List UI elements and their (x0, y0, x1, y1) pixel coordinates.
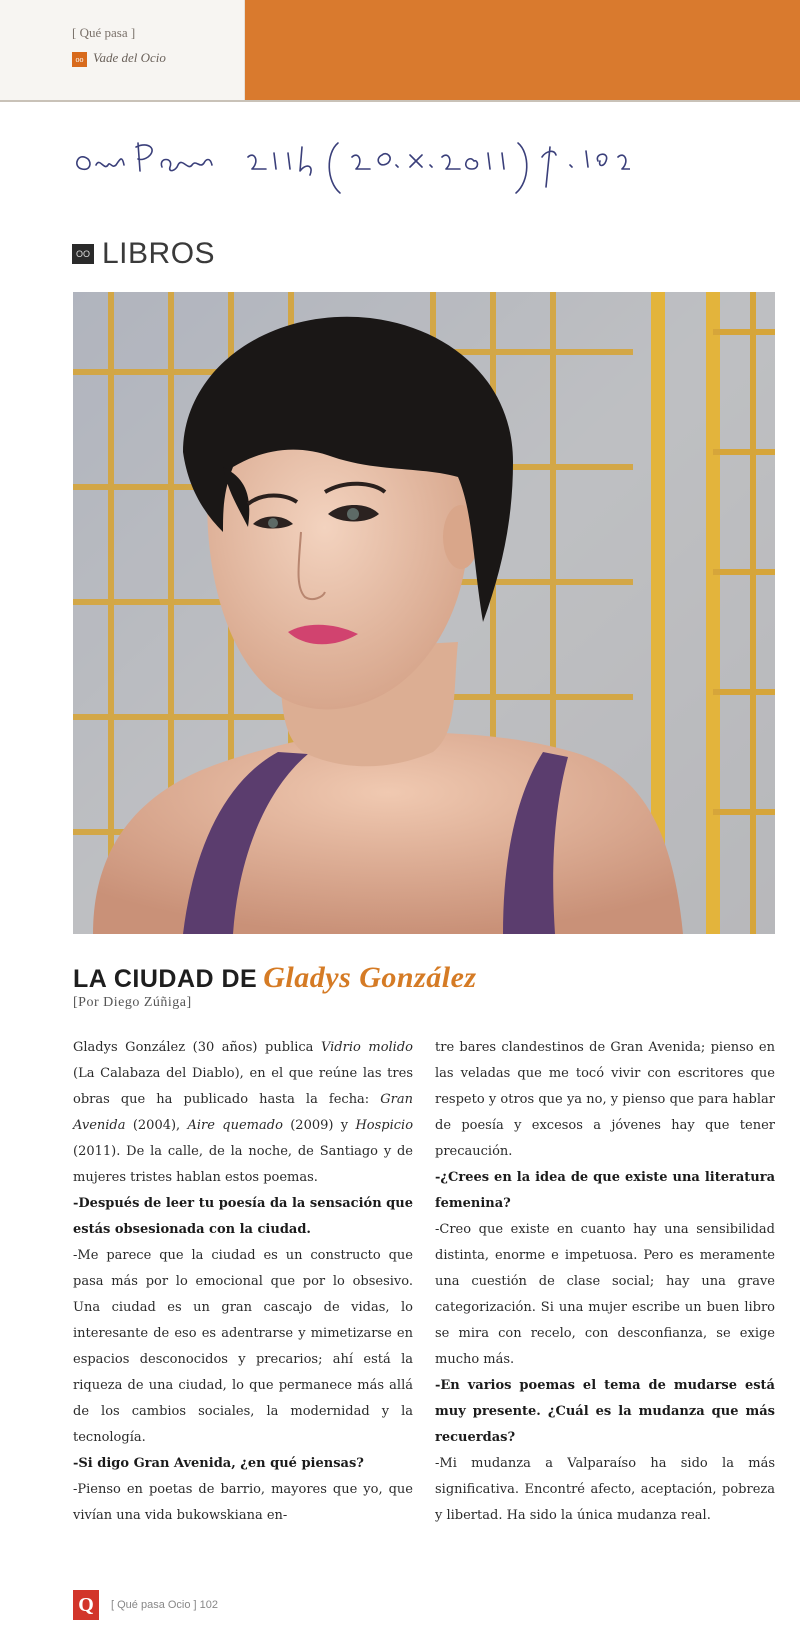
section-kicker: [ Qué pasa ] (72, 25, 136, 40)
section-marker-icon: OO (72, 244, 94, 264)
paragraph: -Mi mudanza a Valparaíso ha sido la más significativa. Encontré afecto, aceptación, pobreza y libertad. Ha sido la única mudanza real. (435, 1456, 775, 1523)
page-folio: [ Qué pasa Ocio ] 102 (111, 1599, 219, 1611)
section-sub (72, 50, 166, 67)
article-column-left (73, 1035, 413, 1529)
orange-square-icon: oo (72, 52, 87, 67)
headline-name: Gladys González (263, 961, 477, 994)
page-footer (73, 1590, 218, 1620)
article-headline (73, 961, 477, 995)
headline-prefix: LA CIUDAD DE (73, 965, 258, 993)
top-divider (0, 100, 800, 102)
top-band-orange (245, 0, 800, 100)
top-band (0, 0, 800, 100)
paragraph: -Pienso en poetas de barrio, mayores que yo, que vivían una vida bukowskiana en- (73, 1482, 413, 1523)
question: -Después de leer tu poesía da la sensación que estás obsesionada con la ciudad. (73, 1196, 413, 1237)
author-photo (73, 292, 775, 934)
paragraph: -Creo que existe en cuanto hay una sensibilidad distinta, enorme e impetuosa. Pero es meramente una cuestión de clase social; hay una grave categorización. Si una mujer escribe un buen libro se mira con recelo, con desconfianza, se exige mucho más. (435, 1222, 775, 1367)
article-byline: [Por Diego Zúñiga] (73, 995, 192, 1010)
handwritten-note (70, 137, 630, 197)
magazine-logo: Q (73, 1590, 99, 1620)
article-column-right (435, 1035, 775, 1529)
paragraph: Gladys González (30 años) publica Vidrio molido (La Calabaza del Diablo), en el que reúne las tres obras que ha publicado hasta la fecha: Gran Avenida (2004), Aire quemado (2009) y Hospicio (2011). De la calle, de la noche, de Santiago y de mujeres tristes hablan estos poemas. (73, 1040, 414, 1185)
paragraph: tre bares clandestinos de Gran Avenida; pienso en las veladas que me tocó vivir con escritores que respeto y otros que ya no, y pienso que para hablar de poesía y excesos a jóvenes hay que tener precaución. (435, 1040, 775, 1159)
section-header (72, 236, 215, 272)
section-title: LIBROS (102, 237, 216, 270)
paragraph: -Me parece que la ciudad es un constructo que pasa más por lo emocional que por lo obsesivo. Una ciudad es un gran cascajo de vidas, lo interesante de eso es adentrarse y mimetizarse en espacios desconocidos y precarios; ahí está la riqueza de una ciudad, lo que permanece más allá de los cambios sociales, la modernidad y la tecnología. (73, 1248, 413, 1445)
question: -¿Crees en la idea de que existe una literatura femenina? (435, 1170, 775, 1211)
question: -Si digo Gran Avenida, ¿en qué piensas? (73, 1456, 364, 1471)
section-sub-label: Vade del Ocio (93, 50, 166, 65)
question: -En varios poemas el tema de mudarse está muy presente. ¿Cuál es la mudanza que más recuerdas? (435, 1378, 775, 1445)
author-photo-image (73, 292, 775, 934)
